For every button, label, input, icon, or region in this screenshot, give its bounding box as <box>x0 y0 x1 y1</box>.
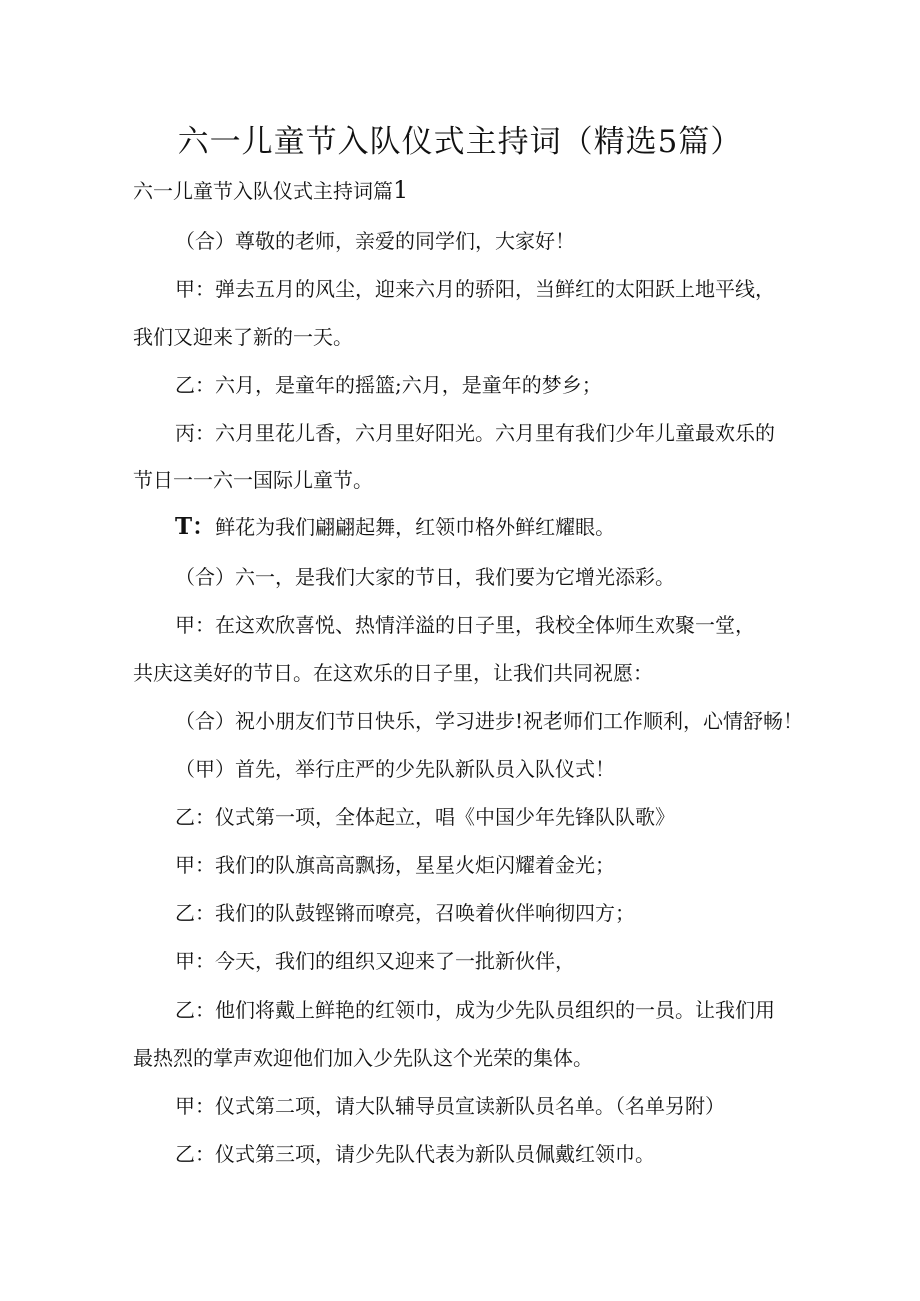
paragraph-line: 乙：我们的队鼓铿锵而嘹亮，召唤着伙伴响彻四方； <box>175 901 635 925</box>
paragraph-line: 甲：仪式第二项，请大队辅导员宣读新队员名单。（名单另附） <box>175 1094 725 1118</box>
paragraph-line: 共庆这美好的节日。在这欢乐的日子里，让我们共同祝愿： <box>133 661 653 685</box>
paragraph-line: 甲：今天，我们的组织又迎来了一批新伙伴， <box>175 949 575 973</box>
paragraph-line: 乙：他们将戴上鲜艳的红领巾，成为少先队员组织的一员。让我们用 <box>175 998 775 1022</box>
paragraph-line: 乙：仪式第一项，全体起立，唱《中国少年先锋队队歌》 <box>175 805 675 829</box>
section-heading-number: 1 <box>393 176 409 204</box>
paragraph-line <box>175 515 615 539</box>
paragraph-line: （合）六一，是我们大家的节日，我们要为它增光添彩。 <box>175 565 675 589</box>
section-heading <box>133 178 408 203</box>
paragraph-line: 最热烈的掌声欢迎他们加入少先队这个光荣的集体。 <box>133 1046 593 1070</box>
document-title: 六一儿童节入队仪式主持词（精选5篇） <box>177 124 743 160</box>
paragraph-line: （甲）首先，举行庄严的少先队新队员入队仪式！ <box>175 757 615 781</box>
paragraph-line: 乙：仪式第三项，请少先队代表为新队员佩戴红领巾。 <box>175 1142 655 1166</box>
paragraph-line: （合）尊敬的老师，亲爱的同学们，大家好！ <box>175 229 575 253</box>
section-heading-label: 六一儿童节入队仪式主持词篇 <box>133 179 393 203</box>
paragraph-line: （合）祝小朋友们节日快乐，学习进步!祝老师们工作顺利，心情舒畅！ <box>175 709 804 733</box>
paragraph-line: 甲：我们的队旗高高飘扬，星星火炬闪耀着金光； <box>175 853 615 877</box>
speaker-label: T： <box>175 513 216 540</box>
paragraph-line: 丙：六月里花儿香，六月里好阳光。六月里有我们少年儿童最欢乐的 <box>175 421 775 445</box>
paragraph-line: 我们又迎来了新的一天。 <box>133 325 353 349</box>
paragraph-line: 节日一一六一国际儿童节。 <box>133 468 373 492</box>
paragraph-text: 鲜花为我们翩翩起舞，红领巾格外鲜红耀眼。 <box>215 515 616 539</box>
paragraph-line: 乙：六月，是童年的摇篮;六月，是童年的梦乡； <box>175 373 602 397</box>
paragraph-line: 甲：弹去五月的风尘，迎来六月的骄阳，当鲜红的太阳跃上地平线， <box>175 277 775 301</box>
paragraph-line: 甲：在这欢欣喜悦、热情洋溢的日子里，我校全体师生欢聚一堂， <box>175 613 755 637</box>
